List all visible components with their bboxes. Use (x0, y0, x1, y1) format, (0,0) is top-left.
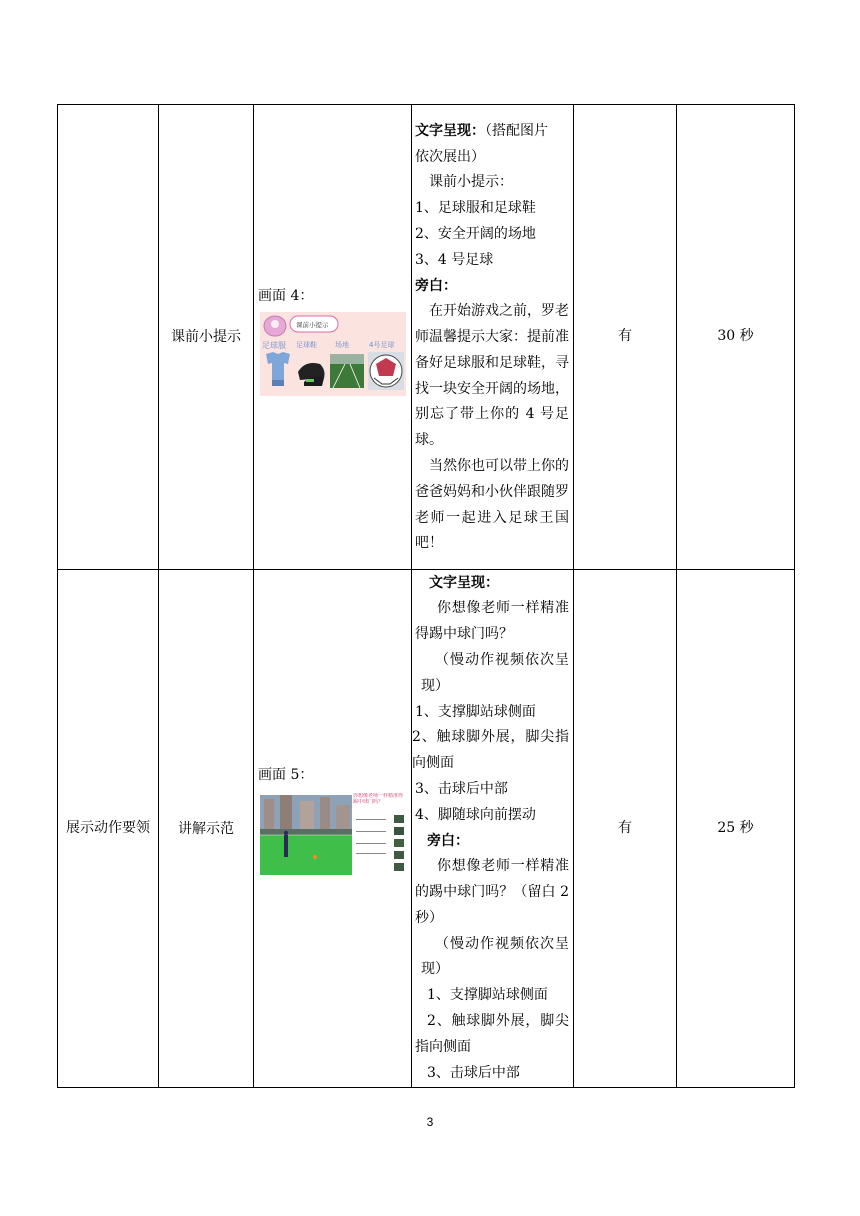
script-cell (412, 570, 574, 1088)
script-paragraph: 在开始游戏之前，罗老师温馨提示大家：提前准备好足球服和足球鞋，寻找一块安全开阔的场地，别忘了带上你的 4 号足球。 (415, 303, 569, 449)
frame-4-thumbnail (260, 312, 406, 396)
section-cell (58, 105, 159, 570)
script-line: 2、安全开阔的场地 (415, 225, 536, 242)
lesson-script-table (57, 104, 795, 1088)
table-row (58, 570, 795, 1088)
script-paragraph: （慢动作视频依次呈现） (421, 935, 569, 978)
script-line: 1、支撑脚站球侧面 (415, 703, 536, 720)
script-paragraph: （慢动作视频依次呈现） (421, 651, 569, 694)
script-line: 课前小提示： (429, 174, 513, 191)
page-number: 3 (426, 1115, 434, 1129)
script-heading: 文字呈现： (429, 574, 499, 591)
script-cell (412, 105, 574, 570)
script-heading: 文字呈现： (415, 122, 485, 139)
script-block (412, 571, 573, 1087)
segment-text: 讲解示范 (178, 820, 234, 837)
duration-cell (677, 105, 795, 570)
thumb-caption: 你想像老师一样精准得踢中球门吗？ (353, 792, 404, 805)
frame-cell (254, 570, 412, 1088)
has-value: 有 (618, 819, 632, 836)
has-value: 有 (618, 328, 632, 345)
frame-label: 画面 4： (258, 288, 314, 305)
frame-5-thumbnail (260, 791, 406, 877)
script-paragraph: 你想像老师一样精准的踢中球门吗？（留白 2 秒） (415, 858, 569, 926)
segment-cell (159, 105, 254, 570)
script-paragraph: 当然你也可以带上你的爸爸妈妈和小伙伴跟随罗老师一起进入足球王国吧！ (415, 458, 569, 552)
script-heading: 旁白： (427, 832, 469, 849)
script-line: 3、4 号足球 (415, 251, 494, 268)
script-line: 1、足球服和足球鞋 (415, 200, 536, 217)
thumb-title: 课前小提示 (296, 321, 329, 329)
table-row (58, 105, 795, 570)
script-line: 3、击球后中部 (427, 1064, 520, 1081)
duration-value: 25 秒 (717, 819, 754, 836)
script-line: 依次展出） (415, 148, 485, 165)
thumb-item-2: 足球鞋 (296, 341, 317, 349)
thumb-item-4: 4号足球 (369, 341, 395, 349)
segment-cell (159, 570, 254, 1088)
script-line: 4、脚随球向前摆动 (415, 806, 536, 823)
script-paragraph: 2、触球脚外展，脚尖指向侧面 (415, 1013, 569, 1055)
duration-value: 30 秒 (717, 328, 754, 345)
section-cell (58, 570, 159, 1088)
script-paragraph: 你想像老师一样精准得踢中球门吗？ (415, 600, 569, 643)
duration-cell (677, 570, 795, 1088)
has-cell (574, 105, 677, 570)
script-line: 3、击球后中部 (415, 780, 508, 797)
frame-label: 画面 5： (258, 766, 314, 783)
section-text: 展示动作要领 (66, 820, 150, 836)
script-heading: 旁白： (415, 277, 457, 294)
has-cell (574, 570, 677, 1088)
segment-text: 课前小提示 (171, 329, 241, 345)
thumb-item-1: 足球服 (262, 341, 286, 350)
frame-cell (254, 105, 412, 570)
thumb-item-3: 场地 (335, 341, 349, 349)
script-block: 文字呈现：（搭配图片 依次展出） 课前小提示： 1、足球服和足球鞋 2、安全开阔的场地 3、4 号足球 旁白： 在开始游戏之前，罗老师温馨提示大家：提前准备好足球服和足球鞋，寻找一块安全开阔的场地，别忘了带上你的 4 号足球。 当然你也可以带上你的爸爸妈妈和小伙伴跟随罗老师一起进入足球王国吧！ (412, 117, 573, 558)
script-line: 1、支撑脚站球侧面 (427, 987, 548, 1004)
script-paragraph: 2、触球脚外展，脚尖指向侧面 (412, 729, 569, 772)
